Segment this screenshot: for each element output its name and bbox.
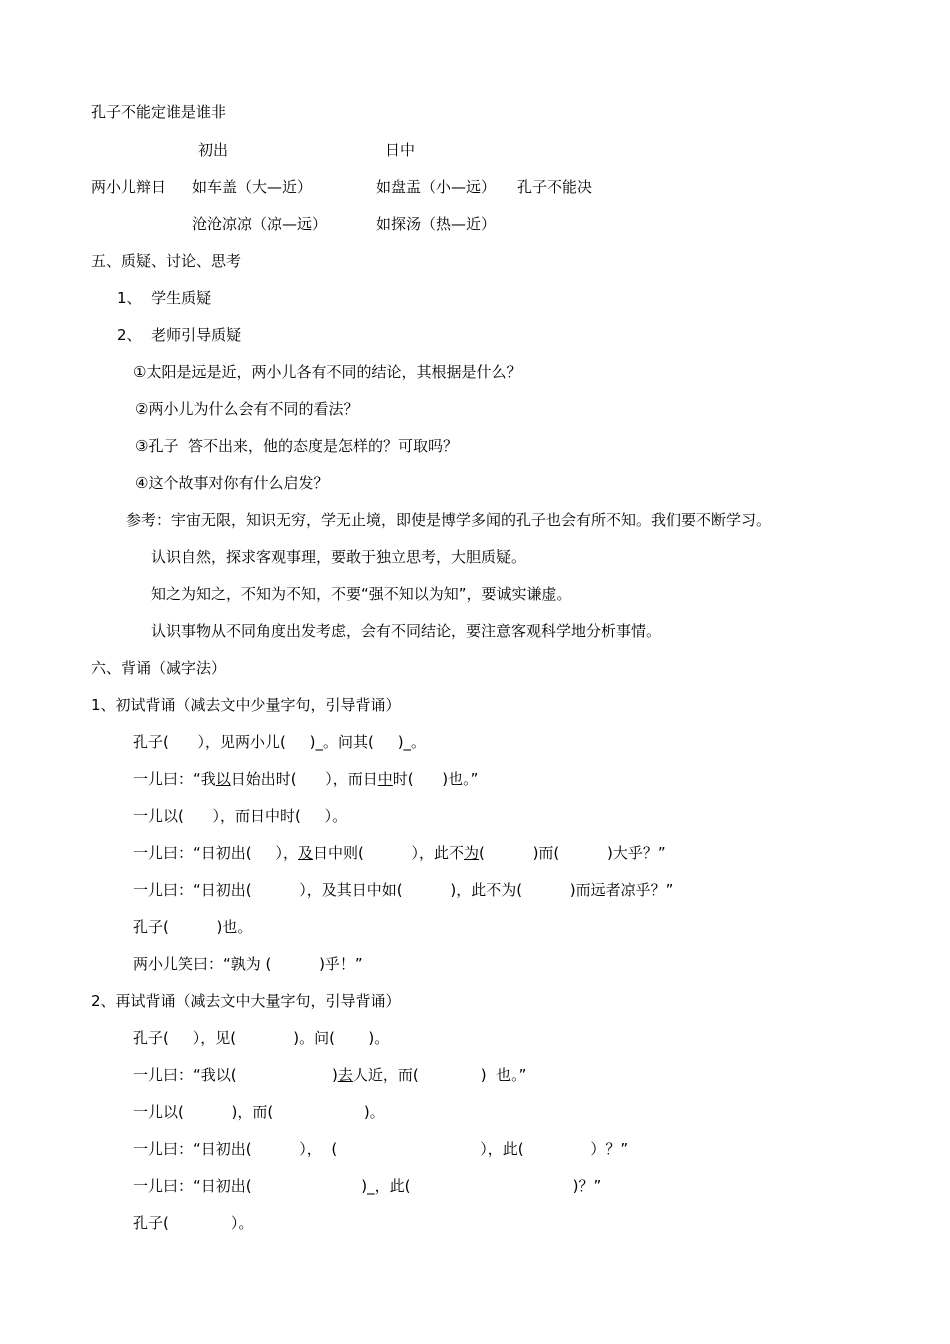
- question-2: ②两小儿为什么会有不同的看法？: [135, 400, 359, 418]
- fill-line-2-5: 一儿曰：“日初出( )_，此( )？”: [133, 1177, 602, 1195]
- fill-line-2-3: 一儿以( )，而( )。: [133, 1103, 385, 1121]
- reference-line-4: 认识事物从不同角度出发考虑，会有不同结论，要注意客观科学地分析事情。: [151, 622, 662, 640]
- section-5-item-1: 1、 学生质疑: [117, 289, 212, 307]
- reference-line-1: 参考：宇宙无限，知识无穷，学无止境，即使是博学多闻的孔子也会有所不知。我们要不断学习。: [126, 511, 772, 529]
- fill-line-1-4: 一儿曰：“日初出( ），及日中则( ），此不为( )而( )大乎？”: [133, 844, 666, 862]
- fill-line-1-3: 一儿以( ），而日中时( ）。: [133, 807, 348, 825]
- reference-line-3: 知之为知之，不知为不知，不要“强不知以为知”，要诚实谦虚。: [151, 585, 572, 603]
- section-5-item-2: 2、 老师引导质疑: [117, 326, 242, 344]
- fill-line-1-1: 孔子( ），见两小儿( )_。问其( )_。: [133, 733, 427, 751]
- column-label-chuchu: 初出: [198, 141, 229, 159]
- reference-line-2: 认识自然，探求客观事理，要敢于独立思考，大胆质疑。: [151, 548, 527, 566]
- summary-r1-chuchu: 如车盖（大—近）: [192, 178, 313, 196]
- summary-heading: 孔子不能定谁是谁非: [91, 103, 227, 121]
- summary-r1-conclusion: 孔子不能决: [517, 178, 593, 196]
- fill-line-1-7: 两小儿笑曰：“孰为 ( )乎！”: [133, 955, 363, 973]
- row-label: 两小儿辩日: [91, 178, 167, 196]
- part-1-title: 1、初试背诵（减去文中少量字句，引导背诵）: [91, 696, 401, 714]
- part-2-title: 2、再试背诵（减去文中大量字句，引导背诵）: [91, 992, 401, 1010]
- question-1: ①太阳是远是近，两小儿各有不同的结论，其根据是什么？: [133, 363, 522, 381]
- question-4: ④这个故事对你有什么启发？: [135, 474, 329, 492]
- fill-line-2-2: 一儿曰：“我以( )去人近，而( ) 也。”: [133, 1066, 527, 1084]
- fill-line-1-5: 一儿曰：“日初出( ），及其日中如( )，此不为( )而远者凉乎？”: [133, 881, 674, 899]
- column-label-rizhong: 日中: [385, 141, 416, 159]
- section-5-title: 五、质疑、讨论、思考: [91, 252, 242, 270]
- summary-r2-rizhong: 如探汤（热—近）: [376, 215, 497, 233]
- fill-line-1-2: 一儿曰：“我以日始出时( ），而日中时( )也。”: [133, 770, 479, 788]
- summary-r1-rizhong: 如盘盂（小—远）: [376, 178, 497, 196]
- fill-line-2-4: 一儿曰：“日初出( ）， ( ），此( ）？”: [133, 1140, 629, 1158]
- fill-line-1-6: 孔子( )也。: [133, 918, 253, 936]
- summary-r2-chuchu: 沧沧凉凉（凉—远）: [192, 215, 328, 233]
- question-3: ③孔子 答不出来，他的态度是怎样的？可取吗？: [135, 437, 458, 455]
- fill-line-2-6: 孔子( ）。: [133, 1214, 254, 1232]
- fill-line-2-1: 孔子( ），见( )。问( )。: [133, 1029, 390, 1047]
- section-6-title: 六、背诵（减字法）: [91, 659, 227, 677]
